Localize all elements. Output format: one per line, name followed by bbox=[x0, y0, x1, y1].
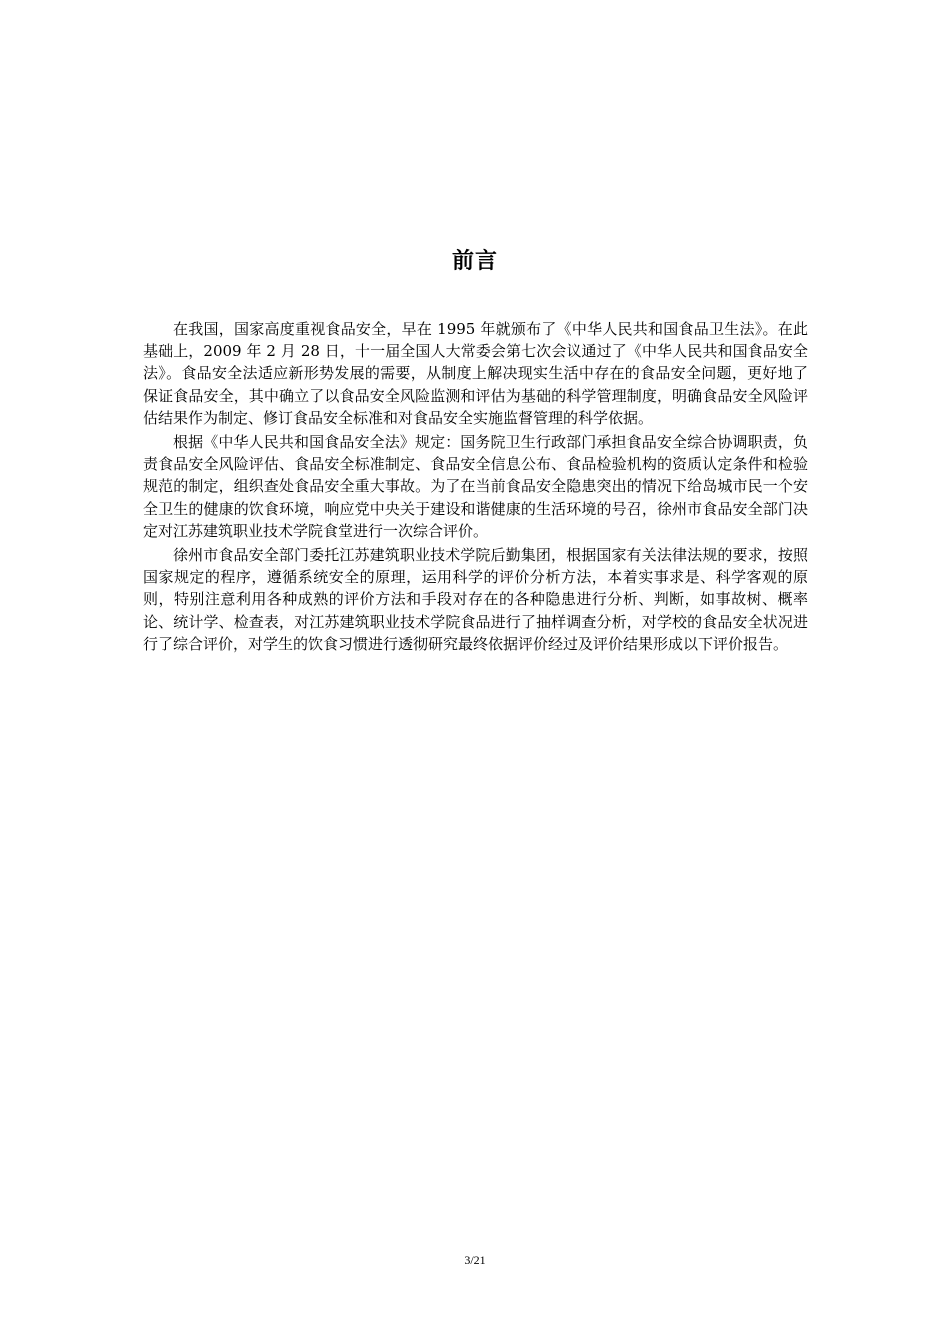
body-text bbox=[143, 318, 808, 657]
paragraph-2: 根据《中华人民共和国食品安全法》规定：国务院卫生行政部门承担食品安全综合协调职责，负责食品安全风险评估、食品安全标准制定、食品安全信息公布、食品检验机构的资质认定条件和检验规范的制定，组织查处食品安全重大事故。为了在当前食品安全隐患突出的情况下给岛城市民一个安全卫生的健康的饮食环境，响应党中央关于建设和谐健康的生活环境的号召，徐州市食品安全部门决定对江苏建筑职业技术学院食堂进行一次综合评价。 bbox=[143, 433, 808, 540]
paragraph-1: 在我国，国家高度重视食品安全，早在 1995 年就颁布了《中华人民共和国食品卫生法》。在此基础上，2009 年 2 月 28 日，十一届全国人大常委会第七次会议通过了《中华人民共和国食品安全法》。食品安全法适应新形势发展的需要，从制度上解决现实生活中存在的食品安全问题，更好地了保证食品安全，其中确立了以食品安全风险监测和评估为基础的科学管理制度，明确食品安全风险评估结果作为制定、修订食品安全标准和对食品安全实施监督管理的科学依据。 bbox=[143, 320, 808, 427]
paragraph-3: 徐州市食品安全部门委托江苏建筑职业技术学院后勤集团，根据国家有关法律法规的要求，按照国家规定的程序，遵循系统安全的原理，运用科学的评价分析方法，本着实事求是、科学客观的原则，特别注意利用各种成熟的评价方法和手段对存在的各种隐患进行分析、判断，如事故树、概率论、统计学、检查表，对江苏建筑职业技术学院食品进行了抽样调查分析，对学校的食品安全状况进行了综合评价，对学生的饮食习惯进行透彻研究最终依据评价经过及评价结果形成以下评价报告。 bbox=[143, 546, 808, 653]
page-title: 前言 bbox=[451, 249, 498, 274]
page-number: 3/21 bbox=[464, 1253, 486, 1267]
